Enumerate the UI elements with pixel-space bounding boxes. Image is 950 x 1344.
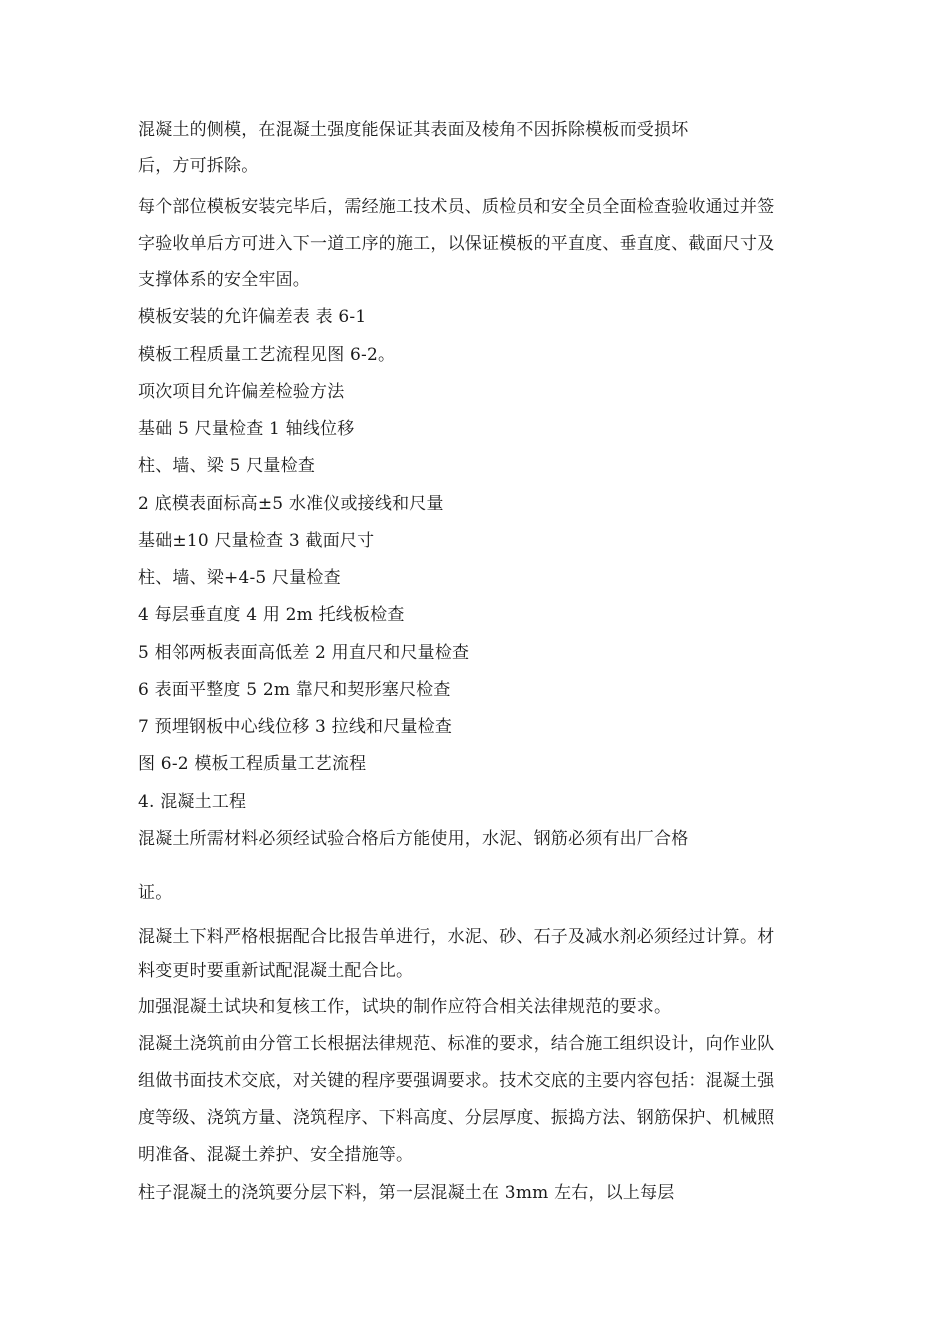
text-line: 模板工程质量工艺流程见图 6-2。	[138, 345, 396, 365]
text-line: 项次项目允许偏差检验方法	[138, 382, 345, 402]
text-line: 混凝土所需材料必须经试验合格后方能使用，水泥、钢筋必须有出厂合格	[138, 829, 689, 849]
text-line: 4 每层垂直度 4 用 2m 托线板检查	[138, 605, 405, 625]
text-line: 基础 5 尺量检查 1 轴线位移	[138, 419, 355, 439]
text-line: 模板安装的允许偏差表 表 6-1	[138, 307, 367, 327]
text-line: 后，方可拆除。	[138, 156, 259, 176]
text-line: 混凝土下料严格根据配合比报告单进行，水泥、砂、石子及减水剂必须经过计算。材	[138, 927, 775, 947]
text-line: 字验收单后方可进入下一道工序的施工，以保证模板的平直度、垂直度、截面尺寸及	[138, 234, 775, 254]
text-line: 柱、墙、梁 5 尺量检查	[138, 456, 316, 476]
text-line: 度等级、浇筑方量、浇筑程序、下料高度、分层厚度、振捣方法、钢筋保护、机械照	[138, 1108, 775, 1128]
section-heading: 4. 混凝土工程	[138, 792, 247, 812]
text-line: 支撑体系的安全牢固。	[138, 270, 310, 290]
text-line: 混凝土的侧模，在混凝土强度能保证其表面及棱角不因拆除模板而受损坏	[138, 120, 689, 140]
text-line: 7 预埋钢板中心线位移 3 拉线和尺量检查	[138, 717, 453, 737]
text-line: 明准备、混凝土养护、安全措施等。	[138, 1145, 414, 1165]
text-line: 5 相邻两板表面高低差 2 用直尺和尺量检查	[138, 643, 470, 663]
text-line: 料变更时要重新试配混凝土配合比。	[138, 961, 414, 981]
text-line: 证。	[138, 883, 173, 903]
text-line: 加强混凝土试块和复核工作，试块的制作应符合相关法律规范的要求。	[138, 997, 672, 1017]
text-line: 混凝土浇筑前由分管工长根据法律规范、标准的要求，结合施工组织设计，向作业队	[138, 1034, 775, 1054]
text-line: 柱、墙、梁+4-5 尺量检查	[138, 568, 341, 588]
text-line: 2 底模表面标高±5 水准仪或接线和尺量	[138, 494, 444, 514]
text-line: 基础±10 尺量检查 3 截面尺寸	[138, 531, 375, 551]
text-line: 每个部位模板安装完毕后，需经施工技术员、质检员和安全员全面检查验收通过并签	[138, 197, 775, 217]
text-line: 组做书面技术交底，对关键的程序要强调要求。技术交底的主要内容包括：混凝土强	[138, 1071, 775, 1091]
text-line: 柱子混凝土的浇筑要分层下料，第一层混凝土在 3mm 左右，以上每层	[138, 1183, 675, 1203]
text-line: 6 表面平整度 5 2m 靠尺和契形塞尺检查	[138, 680, 451, 700]
text-line: 图 6-2 模板工程质量工艺流程	[138, 754, 367, 774]
